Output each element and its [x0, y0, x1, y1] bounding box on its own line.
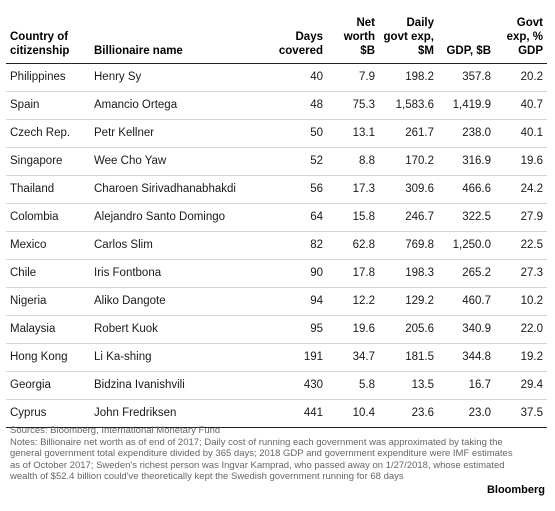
cell-worth: 19.6: [327, 315, 379, 343]
cell-daily: 23.6: [379, 399, 438, 427]
cell-govt: 37.5: [495, 399, 547, 427]
cell-gdp: 16.7: [438, 371, 495, 399]
table-row: [6, 231, 547, 259]
cell-gdp: 340.9: [438, 315, 495, 343]
table-row: [6, 203, 547, 231]
cell-name: Iris Fontbona: [90, 259, 264, 287]
cell-govt: 19.2: [495, 343, 547, 371]
table-row: [6, 287, 547, 315]
cell-daily: 198.3: [379, 259, 438, 287]
cell-name: Petr Kellner: [90, 119, 264, 147]
cell-days: 95: [264, 315, 327, 343]
cell-govt: 29.4: [495, 371, 547, 399]
cell-name: Charoen Sirivadhanabhakdi: [90, 175, 264, 203]
cell-worth: 75.3: [327, 91, 379, 119]
cell-country: Colombia: [6, 203, 90, 231]
cell-worth: 10.4: [327, 399, 379, 427]
notes-text: Notes: Billionaire net worth as of end of 2017; Daily cost of running each government was approximated by taking the general government total expenditure divided by 365 days; 2018 GDP and government expenditure were IMF estimates as of October 2017; Sweden's richest person was Ingvar Kamprad, who passed away on 1/27/2018, whose estimated wealth of $52.4 billion could've theoretically kept the Swedish government running for 68 days: [10, 436, 513, 482]
cell-name: Carlos Slim: [90, 231, 264, 259]
cell-worth: 17.3: [327, 175, 379, 203]
cell-country: Cyprus: [6, 399, 90, 427]
table-row: [6, 343, 547, 371]
cell-days: 52: [264, 147, 327, 175]
cell-days: 48: [264, 91, 327, 119]
bloomberg-logo: Bloomberg: [486, 484, 545, 496]
table-row: [6, 315, 547, 343]
cell-country: Chile: [6, 259, 90, 287]
cell-daily: 170.2: [379, 147, 438, 175]
cell-daily: 246.7: [379, 203, 438, 231]
cell-gdp: 344.8: [438, 343, 495, 371]
cell-gdp: 460.7: [438, 287, 495, 315]
cell-country: Philippines: [6, 63, 90, 91]
cell-name: Alejandro Santo Domingo: [90, 203, 264, 231]
header-country: Country of citizenship: [6, 6, 90, 63]
cell-name: Henry Sy: [90, 63, 264, 91]
cell-gdp: 466.6: [438, 175, 495, 203]
cell-worth: 34.7: [327, 343, 379, 371]
cell-gdp: 357.8: [438, 63, 495, 91]
cell-name: Li Ka-shing: [90, 343, 264, 371]
cell-country: Thailand: [6, 175, 90, 203]
table-row: [6, 63, 547, 91]
cell-govt: 24.2: [495, 175, 547, 203]
cell-country: Hong Kong: [6, 343, 90, 371]
table-row: [6, 371, 547, 399]
cell-govt: 27.9: [495, 203, 547, 231]
cell-daily: 13.5: [379, 371, 438, 399]
cell-worth: 15.8: [327, 203, 379, 231]
sources-note: Sources: Bloomberg, International Monetary Fund: [10, 425, 221, 436]
footnotes: [10, 425, 515, 483]
cell-govt: 27.3: [495, 259, 547, 287]
cell-govt: 22.5: [495, 231, 547, 259]
cell-gdp: 265.2: [438, 259, 495, 287]
cell-daily: 129.2: [379, 287, 438, 315]
cell-country: Spain: [6, 91, 90, 119]
cell-govt: 10.2: [495, 287, 547, 315]
cell-worth: 13.1: [327, 119, 379, 147]
cell-daily: 198.2: [379, 63, 438, 91]
table-row: [6, 119, 547, 147]
header-govt: Govt exp, % GDP: [495, 6, 547, 63]
cell-worth: 12.2: [327, 287, 379, 315]
cell-daily: 1,583.6: [379, 91, 438, 119]
header-daily: Daily govt exp, $M: [379, 6, 438, 63]
cell-govt: 20.2: [495, 63, 547, 91]
cell-worth: 7.9: [327, 63, 379, 91]
table-row: [6, 147, 547, 175]
cell-gdp: 1,250.0: [438, 231, 495, 259]
cell-name: Aliko Dangote: [90, 287, 264, 315]
cell-days: 50: [264, 119, 327, 147]
table-row: [6, 259, 547, 287]
cell-days: 56: [264, 175, 327, 203]
cell-country: Singapore: [6, 147, 90, 175]
cell-daily: 769.8: [379, 231, 438, 259]
cell-gdp: 1,419.9: [438, 91, 495, 119]
cell-daily: 309.6: [379, 175, 438, 203]
table-row: [6, 91, 547, 119]
cell-country: Nigeria: [6, 287, 90, 315]
cell-name: Robert Kuok: [90, 315, 264, 343]
cell-days: 90: [264, 259, 327, 287]
cell-country: Malaysia: [6, 315, 90, 343]
cell-name: Amancio Ortega: [90, 91, 264, 119]
cell-daily: 205.6: [379, 315, 438, 343]
cell-worth: 17.8: [327, 259, 379, 287]
cell-days: 64: [264, 203, 327, 231]
cell-daily: 261.7: [379, 119, 438, 147]
cell-worth: 8.8: [327, 147, 379, 175]
header-gdp: GDP, $B: [438, 6, 495, 63]
cell-gdp: 23.0: [438, 399, 495, 427]
header-worth: Net worth $B: [327, 6, 379, 63]
cell-country: Czech Rep.: [6, 119, 90, 147]
billionaire-table: [6, 6, 547, 428]
table-row: [6, 175, 547, 203]
cell-worth: 5.8: [327, 371, 379, 399]
cell-daily: 181.5: [379, 343, 438, 371]
cell-name: Wee Cho Yaw: [90, 147, 264, 175]
header-name: Billionaire name: [90, 6, 264, 63]
cell-govt: 40.1: [495, 119, 547, 147]
cell-gdp: 316.9: [438, 147, 495, 175]
cell-days: 40: [264, 63, 327, 91]
header-days: Days covered: [264, 6, 327, 63]
cell-country: Georgia: [6, 371, 90, 399]
cell-govt: 19.6: [495, 147, 547, 175]
cell-days: 82: [264, 231, 327, 259]
cell-name: Bidzina Ivanishvili: [90, 371, 264, 399]
cell-days: 430: [264, 371, 327, 399]
cell-govt: 22.0: [495, 315, 547, 343]
header-row: [6, 6, 547, 63]
cell-worth: 62.8: [327, 231, 379, 259]
cell-days: 441: [264, 399, 327, 427]
cell-days: 191: [264, 343, 327, 371]
cell-days: 94: [264, 287, 327, 315]
cell-name: John Fredriksen: [90, 399, 264, 427]
cell-country: Mexico: [6, 231, 90, 259]
cell-govt: 40.7: [495, 91, 547, 119]
cell-gdp: 238.0: [438, 119, 495, 147]
cell-gdp: 322.5: [438, 203, 495, 231]
table-row: [6, 399, 547, 427]
